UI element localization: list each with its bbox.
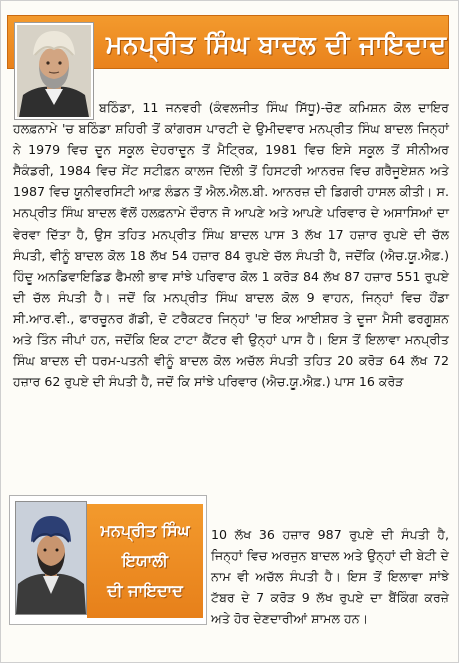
portrait-photo-manpreet-singh-ayali	[15, 501, 87, 615]
inset-title-line-1: ਮਨਪ੍ਰੀਤ ਸਿੰਘ	[100, 521, 190, 540]
article-body: ਕਮਿਸ਼ਨ ਕੋਲ ਦਾਇਰ ਹਲਫ਼ਨਾਮੇ 'ਚ ਬਠਿੰਡਾ ਸ਼ਹਿਰੀ ਤੋਂ ਕਾਂਗਰਸ ਪਾਰਟੀ ਦੇ ਉਮੀਦਵਾਰ ਮਨਪ੍ਰੀਤ ਸਿੰਘ ਬਾਦਲ ਜਿਨ੍ਹਾਂ ਨੇ 1979 ਵਿਚ ਦੂਨ ਸਕੂਲ ਦੇਹਰਾਦੂਨ ਤੋਂ ਮੈਟ੍ਰਿਕ, 1981 ਵਿਚ ਇਸੇ ਸਕੂਲ ਤੋਂ ਸੀਨੀਅਰ ਸੈਕੰਡਰੀ, 1984 ਵਿਚ ਸੇਂਟ ਸਟੀਫ਼ਨ ਕਾਲਜ ਦਿੱਲੀ ਤੋਂ ਹਿਸਟਰੀ ਆਨਰਜ਼ ਵਿਚ ਗਰੈਜੂਏਸ਼ਨ ਅਤੇ 1987 ਵਿਚ ਯੂਨੀਵਰਸਿਟੀ ਆਫ਼ ਲੰਡਨ ਤੋਂ ਐਲ.ਐਲ.ਬੀ. ਆਨਰਜ਼ ਦੀ ਡਿਗਰੀ ਹਾਸਲ ਕੀਤੀ। ਸ. ਮਨਪ੍ਰੀਤ ਸਿੰਘ ਬਾਦਲ ਵੱਲੋਂ ਹਲਫ਼ਨਾਮੇ ਦੌਰਾਨ ਜੋ ਆਪਣੇ ਅਤੇ ਆਪਣੇ ਪਰਿਵਾਰ ਦੇ ਅਸਾਸਿਆਂ ਦਾ ਵੇਰਵਾ ਦਿੱਤਾ ਹੈ, ਉਸ ਤਹਿਤ ਮਨਪ੍ਰੀਤ ਸਿੰਘ ਬਾਦਲ ਪਾਸ 3 ਲੱਖ 17 ਹਜ਼ਾਰ ਰੁਪਏ ਦੀ ਚੱਲ ਸੰਪਤੀ, ਵੀਨੂੰ ਬਾਦਲ ਕੋਲ 18 ਲੱਖ 54 ਹਜ਼ਾਰ 84 ਰੁਪਏ ਚੱਲ ਸੰਪਤੀ ਹੈ, ਜਦੋਂਕਿ (ਐਚ.ਯੂ.ਐਫ਼.) ਹਿੰਦੂ ਅਨਡਿਵਾਇਡਿਡ ਫੈਮਲੀ ਭਾਵ ਸਾਂਝੇ ਪਰਿਵਾਰ ਕੋਲ 1 ਕਰੋੜ 84 ਲੱਖ 87 ਹਜ਼ਾਰ 551 ਰੁਪਏ ਦੀ ਚੱਲ ਸੰਪਤੀ ਹੈ। ਜਦੋਂ ਕਿ ਮਨਪ੍ਰੀਤ ਸਿੰਘ ਬਾਦਲ ਕੋਲ 9 ਵਾਹਨ, ਜਿਨ੍ਹਾਂ ਵਿਚ ਹੌਂਡਾ ਸੀ.ਆਰ.ਵੀ., ਫਾਰਚੂਨਰ ਗੱਡੀ, ਦੋ ਟਰੈਕਟਰ ਜਿਨ੍ਹਾਂ 'ਚ ਇਕ ਆਈਸ਼ਰ ਤੇ ਦੂਜਾ ਮੈਸੀ ਫਰਗੂਸ਼ਨ ਅਤੇ ਤਿੰਨ ਜੀਪਾਂ ਹਨ, ਜਦੋਂਕਿ ਇਕ ਟਾਟਾ ਕੈਂਟਰ ਵੀ ਉਨ੍ਹਾਂ ਪਾਸ ਹੈ। ਇਸ ਤੋਂ ਇਲਾਵਾ ਮਨਪ੍ਰੀਤ ਸਿੰਘ ਬਾਦਲ ਦੀ ਧਰਮ-ਪਤਨੀ ਵੀਨੂੰ ਬਾਦਲ ਕੋਲ ਅਚੱਲ ਸੰਪਤੀ ਤਹਿਤ 20 ਕਰੋੜ 64 ਲੱਖ 72 ਹਜ਼ਾਰ 62 ਰੁਪਏ ਦੀ ਸੰਪਤੀ ਹੈ, ਜਦੋਂ ਕਿ ਸਾਂਝੇ ਪਰਿਵਾਰ (ਐਚ.ਯੂ.ਐਫ਼.) ਪਾਸ 16 ਕਰੋੜ	[13, 100, 449, 390]
inset-box-headline	[87, 504, 203, 618]
inset-title-line-2: ਇਯਾਲੀ	[122, 551, 168, 570]
portrait-illustration-2	[16, 502, 86, 614]
article-paragraph-continued: 10 ਲੱਖ 36 ਹਜ਼ਾਰ 987 ਰੁਪਏ ਦੀ ਸੰਪਤੀ ਹੈ, ਜਿਨ੍ਹਾਂ ਵਿਚ ਅਰਜੁਨ ਬਾਦਲ ਅਤੇ ਉਨ੍ਹਾਂ ਦੀ ਬੇਟੀ ਦੇ ਨਾਮ ਵੀ ਅਚੱਲ ਸੰਪਤੀ ਹੈ। ਇਸ ਤੋਂ ਇਲਾਵਾ ਸਾਂਝੇ ਟੱਬਰ ਦੇ 7 ਕਰੋੜ 9 ਲੱਖ ਰੁਪਏ ਦਾ ਬੈਂਕਿੰਗ ਕਰਜ਼ੇ ਅਤੇ ਹੋਰ ਦੇਣਦਾਰੀਆਂ ਸ਼ਾਮਲ ਹਨ।	[211, 527, 449, 627]
inset-title-line-3: ਦੀ ਜਾਇਦਾਦ	[107, 581, 183, 600]
article-dateline: ਬਠਿੰਡਾ, 11 ਜਨਵਰੀ (ਕੰਵਲਜੀਤ ਸਿੰਘ ਸਿੱਧੂ)-ਚੋਣ	[99, 100, 342, 115]
headline: ਮਨਪ੍ਰੀਤ ਸਿੰਘ ਬਾਦਲ ਦੀ ਜਾਇਦਾਦ	[106, 30, 447, 59]
article-paragraph	[13, 97, 449, 392]
